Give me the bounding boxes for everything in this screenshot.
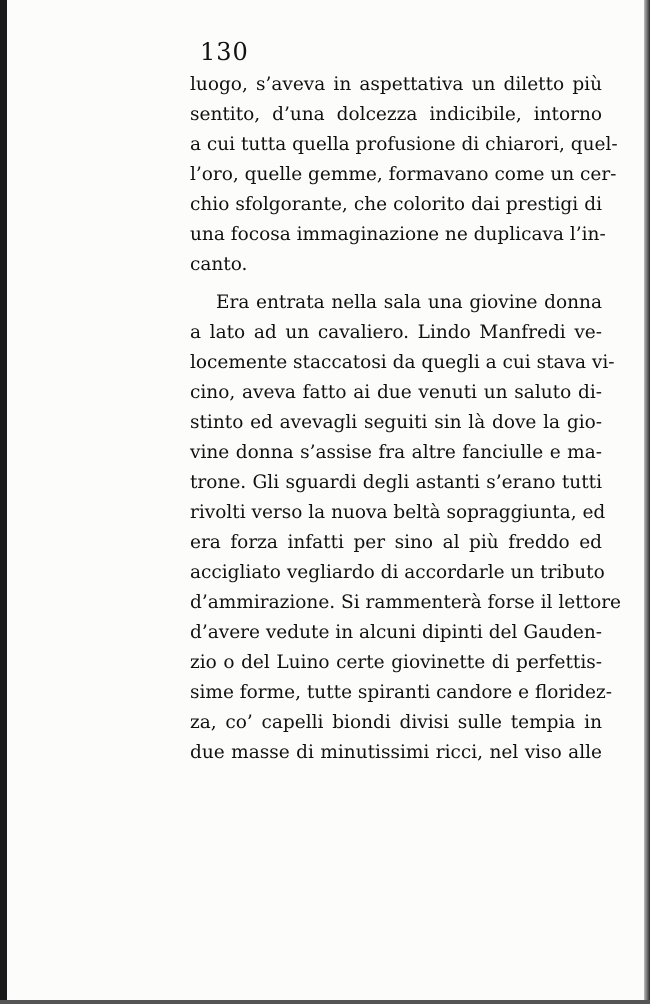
text-line: chio sfolgorante, che colorito dai prestigi di — [190, 194, 602, 215]
page-bottom-edge — [0, 1000, 650, 1004]
text-line: l’oro, quelle gemme, formavano come un cer- — [190, 164, 617, 185]
page-left-edge-shadow — [0, 0, 7, 1004]
text-line: due masse di minutissimi ricci, nel viso alle — [190, 742, 602, 763]
text-line: sime forme, tutte spiranti candore e floridez- — [190, 682, 612, 703]
text-line: luogo, s’aveva in aspettativa un diletto più — [190, 74, 602, 95]
text-line: locemente staccatosi da quegli a cui stava vi- — [190, 352, 615, 373]
paragraph-1 — [190, 70, 618, 280]
text-line: a cui tutta quella profusione di chiarori, quel- — [190, 134, 618, 155]
paragraph-2 — [190, 288, 622, 768]
body-text — [190, 70, 622, 768]
text-line: d’avere vedute in alcuni dipinti del Gauden- — [190, 622, 602, 643]
text-line: era forza infatti per sino al più freddo ed — [190, 532, 602, 553]
text-line: trone. Gli sguardi degli astanti s’erano tutti — [190, 472, 602, 493]
text-line: cino, aveva fatto ai due venuti un saluto di- — [190, 382, 602, 403]
text-line: una focosa immaginazione ne duplicava l’in- — [190, 224, 606, 245]
text-line: d’ammirazione. Si rammenterà forse il lettore — [190, 592, 622, 613]
text-line: accigliato vegliardo di accordarle un tributo — [190, 562, 605, 583]
text-line: stinto ed avevagli seguiti sin là dove la gio- — [190, 412, 602, 433]
text-line: Era entrata nella sala una giovine donna — [216, 292, 602, 313]
page-right-edge-shadow — [644, 0, 650, 1004]
text-line: a lato ad un cavaliero. Lindo Manfredi ve- — [190, 322, 602, 343]
page-number: 130 — [200, 38, 249, 66]
text-line: vine donna s’assise fra altre fanciulle e ma- — [190, 442, 602, 463]
text-line: zio o del Luino certe giovinette di perfettis- — [190, 652, 602, 673]
text-line: rivolti verso la nuova beltà sopraggiunta, ed — [190, 502, 606, 523]
text-line: canto. — [190, 254, 248, 275]
text-line: za, co’ capelli biondi divisi sulle tempia in — [190, 712, 602, 733]
text-line: sentito, d’una dolcezza indicibile, intorno — [190, 104, 602, 125]
